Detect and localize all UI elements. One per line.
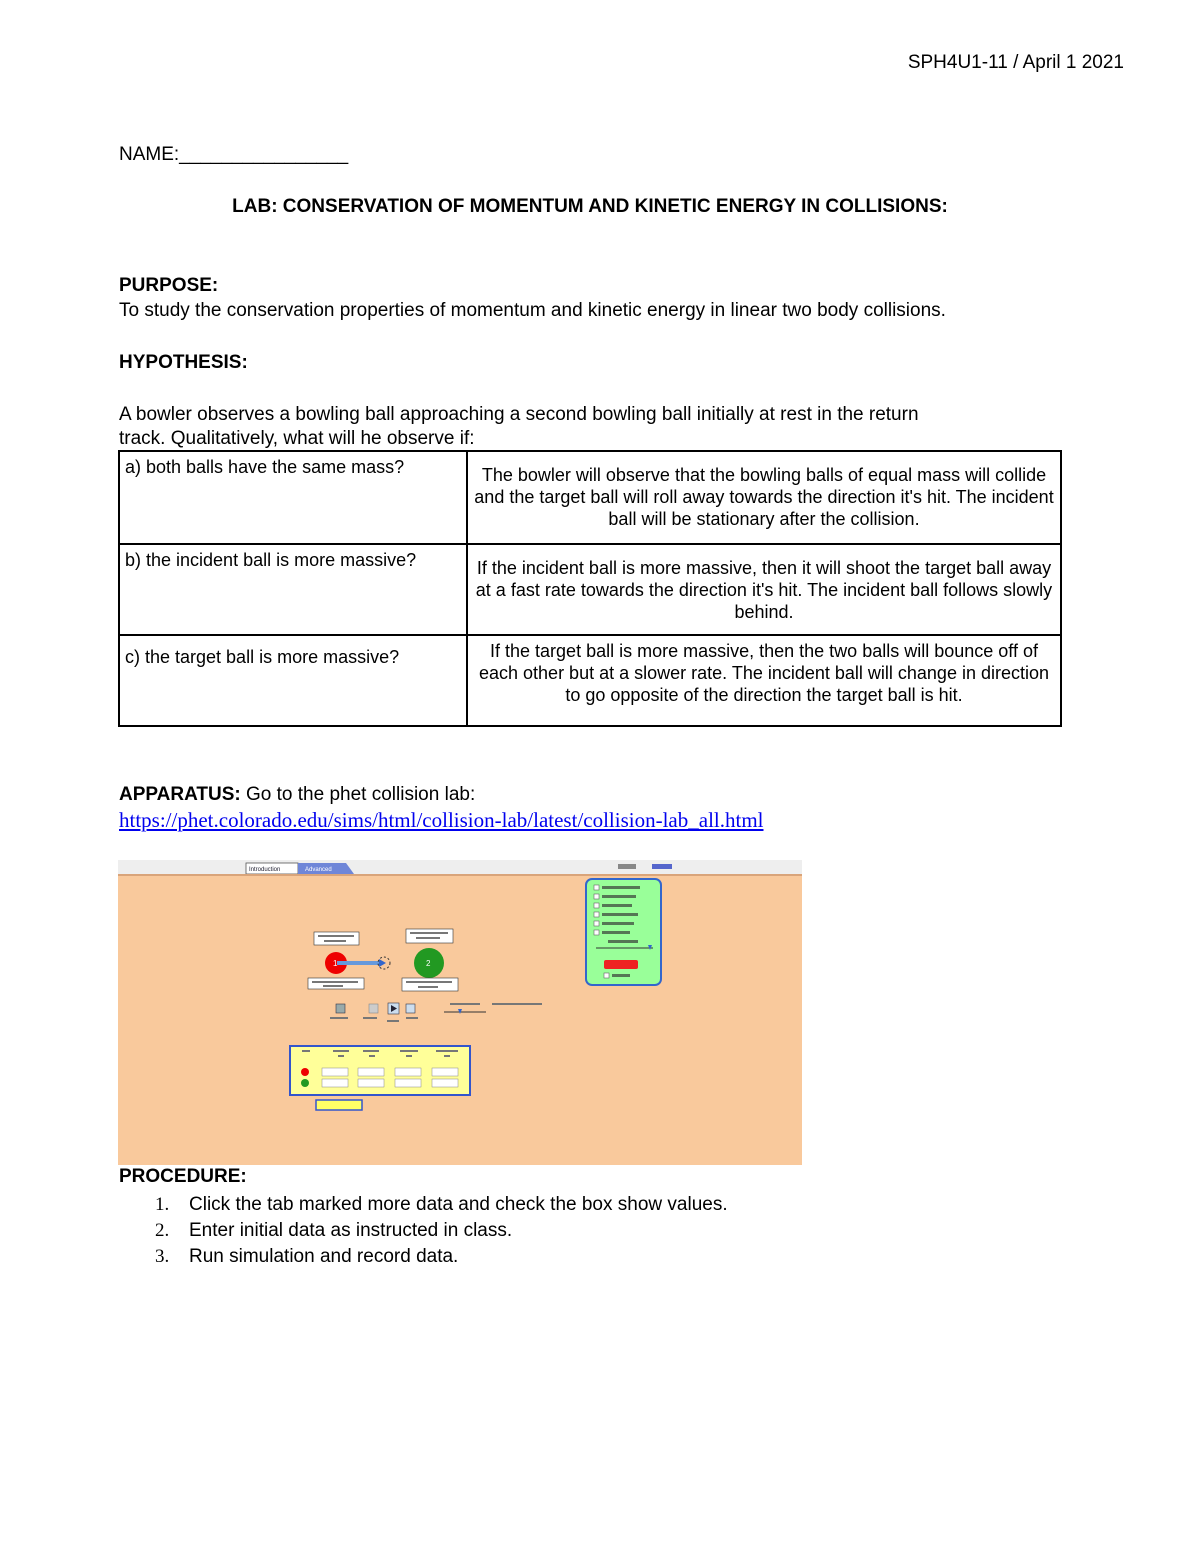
- apparatus-heading: APPARATUS:: [119, 784, 241, 805]
- ball-2-label: 2: [426, 959, 431, 968]
- course-date-header: SPH4U1-11 / April 1 2021: [907, 52, 1124, 73]
- apparatus-line: [119, 782, 475, 807]
- table-row: [119, 451, 1061, 544]
- answer-cell: If the incident ball is more massive, then it will shoot the target ball away at a fast rate towards the direction it's hit. The incident ball follows slowly behind.: [467, 544, 1061, 635]
- step-back-button[interactable]: [369, 1004, 378, 1013]
- answer-cell: If the target ball is more massive, then the two balls will bounce off of each other but at a slower rate. The incident ball will change in direction to go opposite of the direction the target ball is hit.: [467, 635, 1061, 726]
- procedure-heading: PROCEDURE:: [119, 1166, 247, 1187]
- name-field-line: NAME:________________: [119, 144, 349, 165]
- phet-collision-lab-link[interactable]: https://phet.colorado.edu/sims/html/collision-lab/latest/collision-lab_all.html: [119, 808, 764, 832]
- hypothesis-intro-line-1: A bowler observes a bowling ball approaching a second bowling ball initially at rest in the return: [119, 404, 919, 425]
- step-number: 3.: [155, 1246, 170, 1267]
- answer-cell: The bowler will observe that the bowling balls of equal mass will collide and the target ball will roll away towards the direction it's hit. The incident ball will be stationary after the collision.: [467, 451, 1061, 544]
- question-cell: a) both balls have the same mass?: [119, 451, 467, 544]
- list-item: [119, 1218, 728, 1244]
- question-cell: b) the incident ball is more massive?: [119, 544, 467, 635]
- step-number: 1.: [155, 1194, 170, 1215]
- procedure-steps: [119, 1192, 728, 1270]
- list-item: [119, 1192, 728, 1218]
- tab-advanced-label: Advanced: [305, 867, 332, 873]
- apparatus-text: Go to the phet collision lab:: [240, 784, 476, 805]
- list-item: [119, 1244, 728, 1270]
- table-row: [119, 544, 1061, 635]
- step-forward-button[interactable]: [406, 1004, 415, 1013]
- step-text: Click the tab marked more data and check the box show values.: [189, 1194, 728, 1215]
- table-row: [119, 635, 1061, 726]
- ball-1-label: 1: [333, 959, 338, 968]
- phet-simulation-screenshot: [118, 860, 802, 1165]
- purpose-heading: PURPOSE:: [119, 275, 219, 296]
- step-text: Enter initial data as instructed in class.: [189, 1220, 513, 1241]
- tab-introduction-label: Introduction: [249, 867, 281, 873]
- step-text: Run simulation and record data.: [189, 1246, 459, 1267]
- purpose-text: To study the conservation properties of momentum and kinetic energy in linear two body collisions.: [119, 300, 946, 321]
- question-cell: c) the target ball is more massive?: [119, 635, 467, 726]
- step-number: 2.: [155, 1220, 170, 1241]
- restart-button[interactable]: [604, 960, 638, 969]
- hypothesis-intro-line-2: track. Qualitatively, what will he observe if:: [119, 428, 475, 449]
- simulation-graphic: [118, 860, 802, 1165]
- rewind-button[interactable]: [336, 1004, 345, 1013]
- more-data-button[interactable]: [316, 1100, 362, 1110]
- hypothesis-table: [118, 450, 1062, 727]
- hypothesis-heading: HYPOTHESIS:: [119, 352, 248, 373]
- lab-title: LAB: CONSERVATION OF MOMENTUM AND KINETIC ENERGY IN COLLISIONS:: [232, 196, 948, 217]
